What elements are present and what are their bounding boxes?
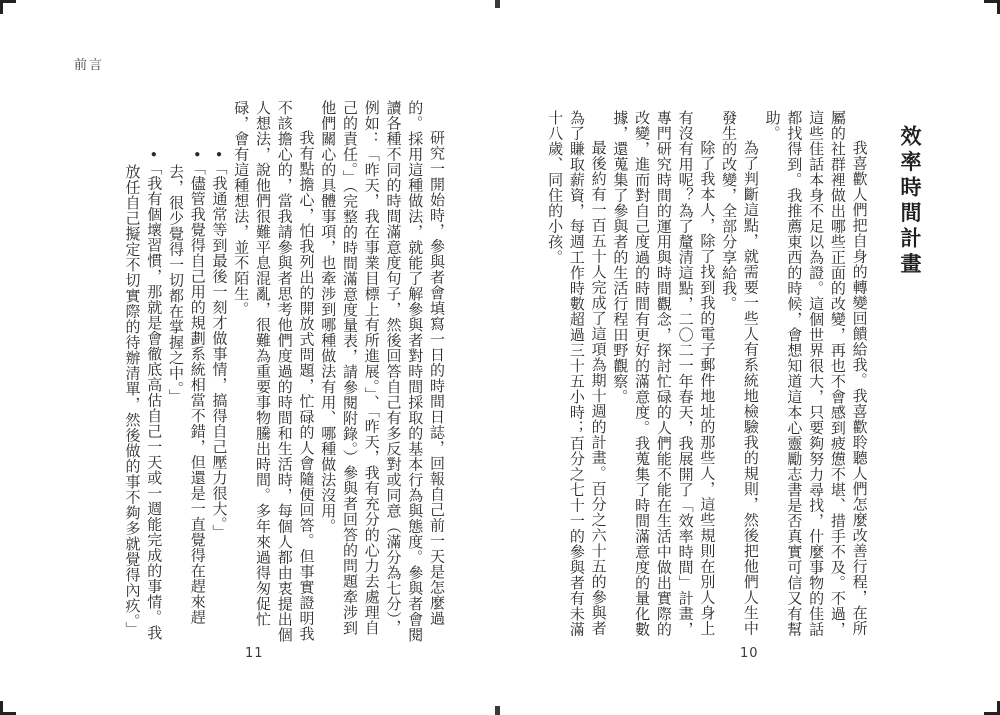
crop-mark-bottom-left-icon [0, 701, 16, 715]
right-page-text [545, 110, 925, 647]
bullet-icon: ● [148, 149, 160, 160]
bullet-item [207, 100, 229, 645]
bullet-text: 「我通常等到最後一刻才做事情，搞得自己壓力很大。」 [210, 160, 227, 540]
crop-mark-top-left-icon [0, 0, 16, 14]
bullet-icon: ● [191, 149, 203, 160]
bullet-item [120, 100, 164, 645]
gutter-mark-top-icon [495, 0, 500, 8]
bullet-text: 「我有個壞習慣，那就是會徹底高估自己一天或一週能完成的事情。我放任自己擬定不切實際的待辦清單，然後做的事不夠多就覺得內疚。」 [123, 160, 162, 641]
bullet-text: 「儘管我覺得自己用的規劃系統相當不錯，但還是一直覺得在趕來趕去，很少覺得一切都在掌握之中。」 [167, 160, 205, 625]
paragraph: 我有點擔心，怕我列出的開放式問題，忙碌的人會隨便回答。但事實證明我不該擔心的，當我請參與者思考他們度過的時間和生活時，每個人都由衷提出個人想法，說他們很難平息混亂，很難為重要事物騰出時間。多年來過得匆促忙碌，會有這種想法，並不陌生。 [232, 100, 314, 643]
bullet-item [163, 100, 207, 645]
page-number-left: 11 [245, 646, 264, 661]
chapter-title: 效率時間計畫 [898, 125, 922, 278]
paragraph: 最後約有一百五十人完成了這項為期十週的計畫。百分之六十五的參與者為了賺取薪資，每週工作時數超過三十五小時；百分之七十一的參與者有未滿十八歲、同住的小孩。 [546, 110, 606, 637]
paragraph: 為了判斷這點，就需要一些人有系統地檢驗我的規則，然後把他們人生中發生的改變，全部分享給我。 [720, 110, 758, 636]
paragraph: 研究一開始時，參與者會填寫一日的時間日誌，回報自己前一天是怎麼過的。採用這種做法，就能了解參與者對時間採取的基本行為與態度。參與者會閱讀各種不同的時間滿意度句子，然後回答自己有多反對或同意（滿分為七分），例如：「昨天，我在事業目標上有所進展。」、「昨天，我有充分的心力去處理自己的責任。」（完整的時間滿意度量表，請參閱附錄。）參與者回答的問題牽涉到他們關心的具體事項，也牽涉到哪種做法有用、哪種做法沒用。 [319, 100, 444, 643]
bullet-icon: ● [213, 149, 225, 160]
left-page-text [58, 100, 446, 645]
crop-mark-bottom-right-icon [984, 701, 1000, 715]
paragraph: 我喜歡人們把自身的轉變回饋給我。我喜歡聆聽人們怎麼改善行程，在所屬的社群裡做出哪些正面的改變，再也不會感到疲憊不堪、措手不及。不過，這些佳話本身不足以為證。這個世界很大，只要夠努力尋找，什麼事物的佳話都找得到。我推薦東西的時候，會想知道這本心靈勵志書是否真實可信又有幫助。 [763, 110, 867, 637]
crop-mark-top-right-icon [984, 0, 1000, 14]
paragraph: 除了我本人，除了找到我的電子郵件地址的那些人，這些規則在別人身上有沒有用呢？為了釐清這點，二〇二一年春天，我展開了「效率時間」計畫，專門研究時間的運用與時間觀念，探討忙碌的人們能不能在生活中做出實際的改變，進而對自己度過的時間有更好的滿意度。我蒐集了時間滿意度的量化數據，還蒐集了參與者的生活行程田野觀察。 [611, 110, 715, 637]
running-header: 前言 [74, 57, 105, 72]
page-number-right: 10 [740, 646, 759, 661]
gutter-mark-bottom-icon [495, 706, 500, 715]
